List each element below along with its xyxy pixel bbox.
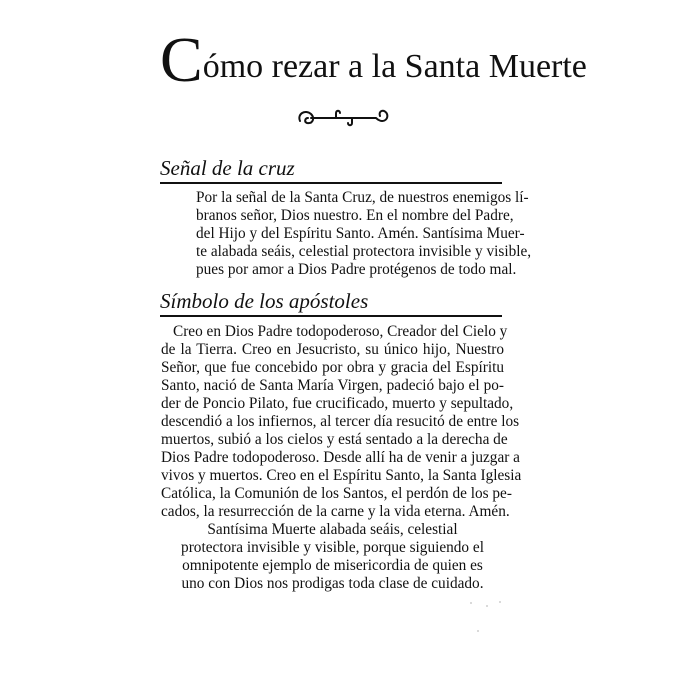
text-line: descendió a los infiernos, al tercer día resucitó de entre los [161,413,520,430]
title-text: ómo rezar a la Santa Muerte [202,48,587,85]
section-rule [160,182,502,184]
text-line: der de Poncio Pilato, fue crucificado, muerto y sepultado, [161,395,514,412]
section-rule [160,315,502,317]
text-line: Señor, que fue concebido por obra y gracia del Espíritu [161,359,504,376]
title-dropcap: C [160,24,203,95]
text-line: Por la señal de la Santa Cruz, de nuestros enemigos lí- [196,189,529,206]
print-speck [486,605,488,607]
text-line: Católica, la Comunión de los Santos, el perdón de los pe- [161,485,512,502]
text-line: muertos, subió a los cielos y está sentado a la derecha de [161,431,508,448]
text-line: Santísima Muerte alabada seáis, celestial [207,521,458,538]
text-line: vivos y muertos. Creo en el Espíritu Santo, la Santa Iglesia [161,467,522,484]
text-line: branos señor, Dios nuestro. En el nombre del Padre, [196,207,514,224]
page-title [160,24,587,95]
text-line: Santo, nació de Santa María Virgen, padeció bajo el po- [161,377,504,394]
print-speck [477,630,479,632]
text-line: omnipotente ejemplo de misericordia de quien es [182,557,483,574]
prayer-simbolo-de-los-apostoles [161,323,522,521]
prayer-santisima-muerte [161,521,504,593]
text-line: del Hijo y del Espíritu Santo. Amén. Santísima Muer- [196,225,525,242]
section-heading-simbolo: Símbolo de los apóstoles [160,289,369,313]
print-speck [470,602,472,604]
text-line: Dios Padre todopoderoso. Desde allí ha de venir a juzgar a [161,449,520,466]
flourish-ornament-icon [296,104,392,130]
print-speck [499,601,501,603]
prayer-senal-de-la-cruz [196,189,532,279]
text-line: cados, la resurrección de la carne y la vida eterna. Amén. [161,503,510,520]
text-line: protectora invisible y visible, porque siguiendo el [181,539,484,556]
text-line: te alabada seáis, celestial protectora invisible y visible, [196,243,532,260]
text-line: de la Tierra. Creo en Jesucristo, su único hijo, Nuestro [161,341,504,358]
section-heading-senal: Señal de la cruz [160,156,295,180]
text-line: Creo en Dios Padre todopoderoso, Creador del Cielo y [173,323,508,340]
text-line: pues por amor a Dios Padre protégenos de todo mal. [196,261,517,278]
text-line: uno con Dios nos prodigas toda clase de cuidado. [181,575,484,592]
